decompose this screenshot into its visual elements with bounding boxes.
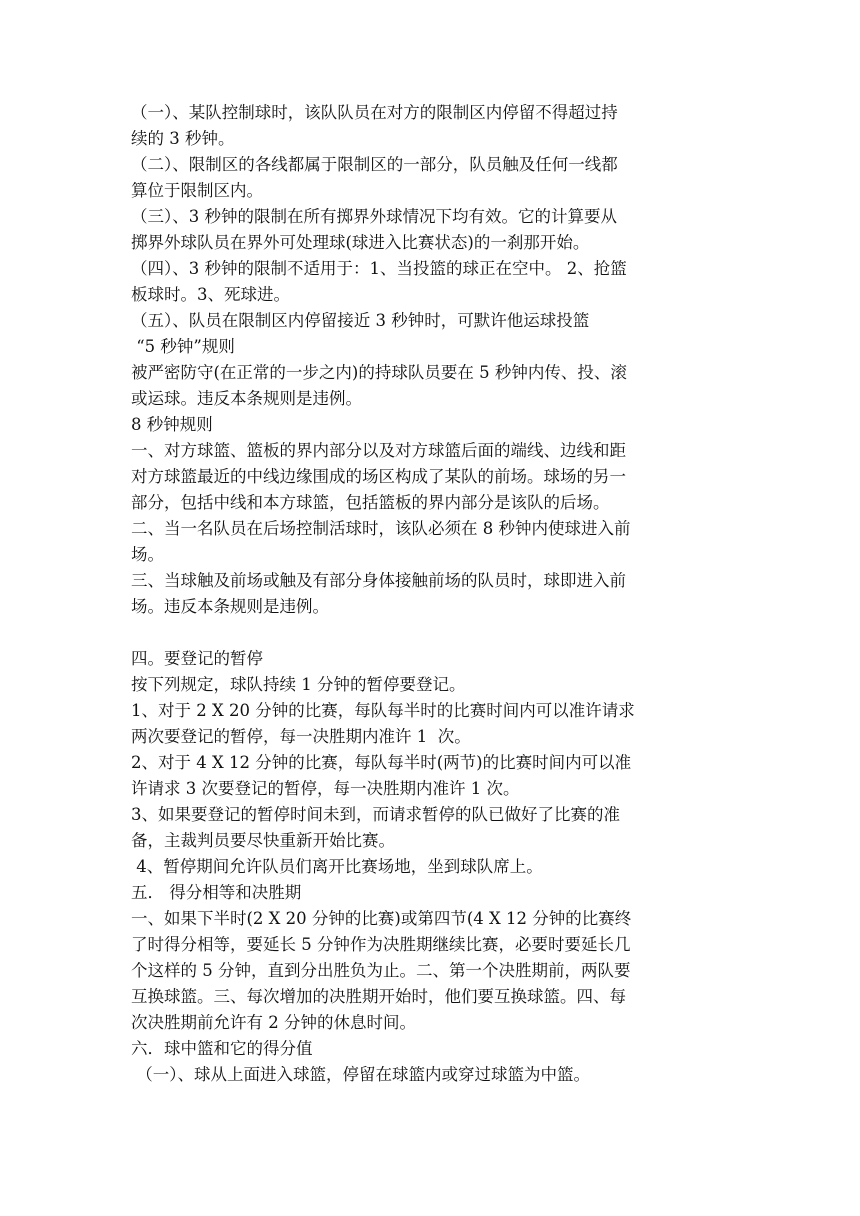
text-line: 板球时。3、死球进。 bbox=[131, 285, 290, 304]
text-line: 掷界外球队员在界外可处理球(球进入比赛状态)的一刹那开始。 bbox=[131, 233, 590, 252]
text-line: 按下列规定，球队持续 1 分钟的暂停要登记。 bbox=[131, 675, 466, 694]
text-line: 1、对于 2 X 20 分钟的比赛，每队每半时的比赛时间内可以准许请求 bbox=[131, 701, 635, 720]
section-heading: “5 秒钟”规则 bbox=[131, 337, 235, 356]
text-line: 三、当球触及前场或触及有部分身体接触前场的队员时，球即进入前 bbox=[131, 571, 626, 590]
section-heading: 六．球中篮和它的得分值 bbox=[131, 1039, 313, 1058]
text-line: 场。 bbox=[131, 545, 164, 564]
text-line: （一）、球从上面进入球篮，停留在球篮内或穿过球篮为中篮。 bbox=[131, 1065, 590, 1084]
document-body bbox=[131, 100, 731, 1088]
text-line: 场。违反本条规则是违例。 bbox=[131, 597, 329, 616]
text-line: 了时得分相等，要延长 5 分钟作为决胜期继续比赛，必要时要延长几 bbox=[131, 935, 631, 954]
text-line: 3、如果要登记的暂停时间未到，而请求暂停的队已做好了比赛的准 bbox=[131, 805, 620, 824]
text-line: 一、如果下半时(2 X 20 分钟的比赛)或第四节(4 X 12 分钟的比赛终 bbox=[131, 909, 632, 928]
text-line: （二）、限制区的各线都属于限制区的一部分，队员触及任何一线都 bbox=[131, 155, 618, 174]
section-heading: 8 秒钟规则 bbox=[131, 415, 213, 434]
text-line: 个这样的 5 分钟，直到分出胜负为止。二、第一个决胜期前，两队要 bbox=[131, 961, 631, 980]
text-line: 次决胜期前允许有 2 分钟的休息时间。 bbox=[131, 1013, 416, 1032]
text-line: （三）、3 秒钟的限制在所有掷界外球情况下均有效。它的计算要从 bbox=[131, 207, 617, 226]
text-line: （一）、某队控制球时，该队队员在对方的限制区内停留不得超过持 bbox=[131, 103, 618, 122]
text-line: 部分，包括中线和本方球篮，包括篮板的界内部分是该队的后场。 bbox=[131, 493, 610, 512]
text-line: 对方球篮最近的中线边缘围成的场区构成了某队的前场。球场的另一 bbox=[131, 467, 626, 486]
text-line: 两次要登记的暂停，每一决胜期内准许 1 次。 bbox=[131, 727, 471, 746]
text-line: 互换球篮。三、每次增加的决胜期开始时，他们要互换球篮。四、每 bbox=[131, 987, 626, 1006]
text-line: 备，主裁判员要尽快重新开始比赛。 bbox=[131, 831, 395, 850]
text-line: 被严密防守(在正常的一步之内)的持球队员要在 5 秒钟内传、投、滚 bbox=[131, 363, 627, 382]
text-line: （四）、3 秒钟的限制不适用于：1、当投篮的球正在空中。 2、抢篮 bbox=[131, 259, 627, 278]
text-line: 一、对方球篮、篮板的界内部分以及对方球篮后面的端线、边线和距 bbox=[131, 441, 626, 460]
section-heading: 五． 得分相等和决胜期 bbox=[131, 883, 302, 902]
text-line: 续的 3 秒钟。 bbox=[131, 129, 235, 148]
blank-line bbox=[131, 620, 731, 646]
text-line: 许请求 3 次要登记的暂停，每一决胜期内准许 1 次。 bbox=[131, 779, 520, 798]
text-line: 或运球。违反本条规则是违例。 bbox=[131, 389, 362, 408]
text-line: 算位于限制区内。 bbox=[131, 181, 263, 200]
text-line: 二、当一名队员在后场控制活球时，该队必须在 8 秒钟内使球进入前 bbox=[131, 519, 631, 538]
text-line: （五）、队员在限制区内停留接近 3 秒钟时，可默许他运球投篮 bbox=[131, 311, 590, 330]
text-line: 4、暂停期间允许队员们离开比赛场地，坐到球队席上。 bbox=[131, 857, 543, 876]
text-line: 2、对于 4 X 12 分钟的比赛，每队每半时(两节)的比赛时间内可以准 bbox=[131, 753, 632, 772]
section-heading: 四。要登记的暂停 bbox=[131, 649, 263, 668]
